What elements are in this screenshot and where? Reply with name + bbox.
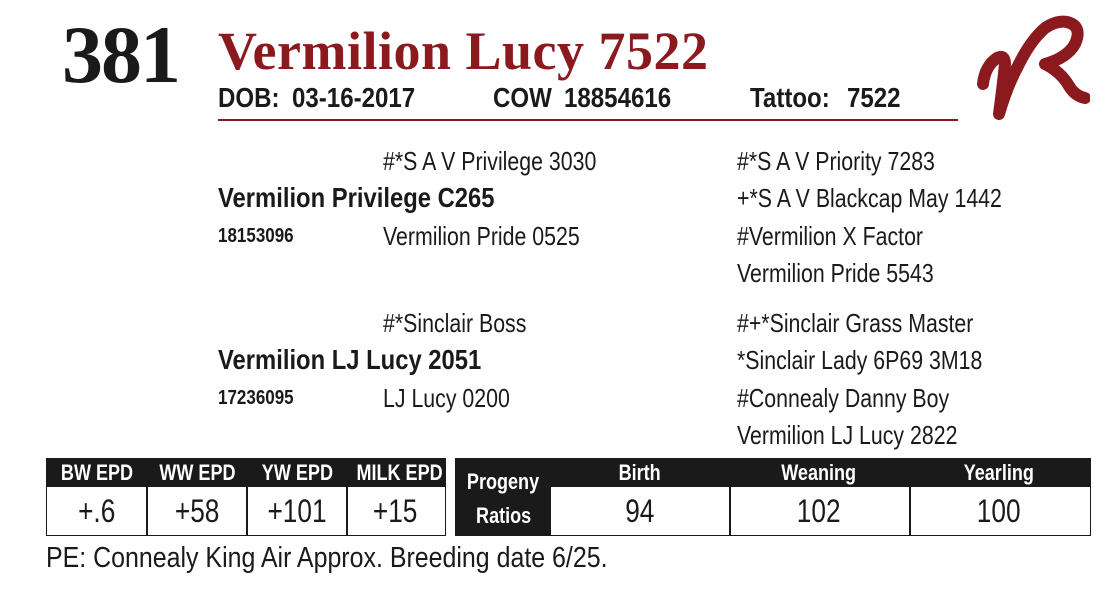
progeny-ratios-table (455, 458, 1091, 536)
epd-value-yw: +101 (267, 493, 327, 529)
lot-number: 381 (62, 9, 179, 100)
ratios-header-weaning: Weaning (781, 460, 857, 485)
ratio-value-birth: 94 (625, 493, 655, 529)
sire-sire-dam: +*S A V Blackcap May 1442 (737, 183, 1002, 213)
epd-header-yw: YW EPD (261, 460, 333, 485)
type-label: COW (493, 82, 552, 113)
dam-sire-sire: #+*Sinclair Grass Master (737, 308, 974, 338)
ratio-value-yearling: 100 (977, 493, 1021, 529)
dob-value: 03-16-2017 (292, 82, 416, 113)
epd-value-milk: +15 (373, 493, 418, 529)
dam-sire-dam: *Sinclair Lady 6P69 3M18 (737, 345, 983, 375)
dam-reg-number: 17236095 (218, 387, 294, 409)
tattoo-label: Tattoo: (750, 82, 830, 113)
epd-value-bw: +.6 (78, 493, 116, 529)
sire-reg-number: 18153096 (218, 225, 294, 247)
sire-dam: Vermilion Pride 0525 (383, 221, 580, 251)
sire-dam-dam: Vermilion Pride 5543 (737, 258, 934, 288)
ratios-label-progeny: Progeny (467, 469, 540, 494)
dam-name: Vermilion LJ Lucy 2051 (218, 344, 482, 375)
tattoo-value: 7522 (847, 82, 901, 113)
ratios-header-yearling: Yearling (963, 460, 1035, 485)
sire-sire: #*S A V Privilege 3030 (383, 146, 597, 176)
footer-note: PE: Connealy King Air Approx. Breeding date 6/25. (46, 542, 608, 574)
sire-dam-sire: #Vermilion X Factor (737, 221, 924, 251)
animal-name: Vermilion Lucy 7522 (218, 21, 709, 81)
ratios-header-birth: Birth (618, 460, 662, 485)
epd-table (46, 458, 446, 536)
sire-name: Vermilion Privilege C265 (218, 182, 495, 213)
dam-dam-sire: #Connealy Danny Boy (737, 383, 950, 413)
epd-value-ww: +58 (174, 493, 220, 529)
dam-sire: #*Sinclair Boss (383, 308, 527, 338)
dob-label: DOB: (218, 82, 280, 113)
ratio-value-weaning: 102 (797, 493, 841, 529)
dam-dam: LJ Lucy 0200 (383, 383, 510, 413)
dam-dam-dam: Vermilion LJ Lucy 2822 (737, 420, 958, 450)
header-divider (218, 119, 958, 121)
epd-header-ww: WW EPD (158, 460, 236, 485)
registration-number: 18854616 (564, 82, 672, 113)
epd-header-milk: MILK EPD (356, 460, 443, 485)
sire-sire-sire: #*S A V Priority 7283 (737, 146, 935, 176)
ratios-label-ratios: Ratios (475, 503, 532, 528)
epd-header-bw: BW EPD (60, 460, 134, 485)
vermilion-logo-icon (975, 14, 1090, 124)
